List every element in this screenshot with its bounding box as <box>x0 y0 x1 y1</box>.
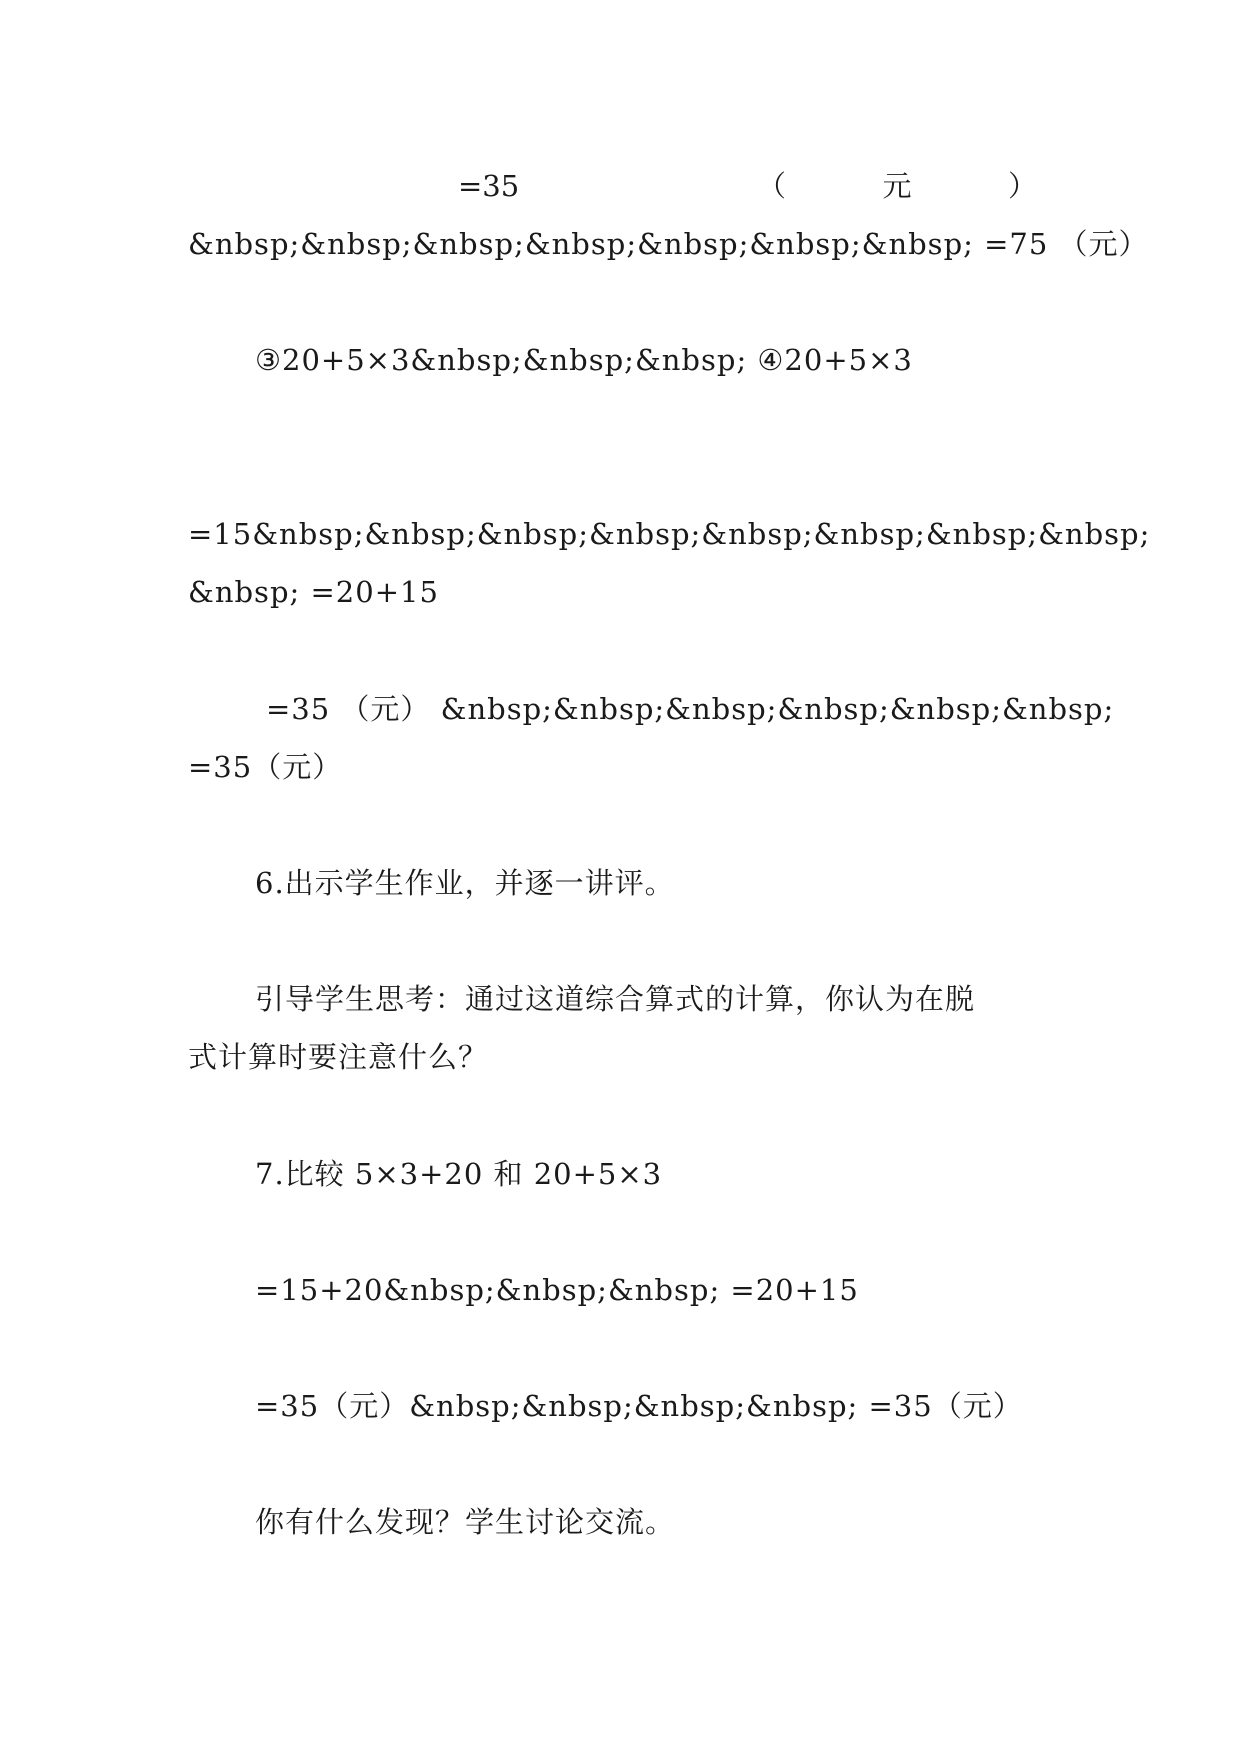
text-line-guide-question-1: 引导学生思考：通过这道综合算式的计算，你认为在脱 <box>255 982 976 1016</box>
text-line-step-7: 7.比较 5×3+20 和 20+5×3 <box>255 1157 663 1191</box>
unit-yuan: 元 <box>882 169 912 203</box>
text-line-compare-step-2: =35（元）&nbsp;&nbsp;&nbsp;&nbsp; =35（元） <box>255 1389 1023 1423</box>
text-line-expressions-3-4: ③20+5×3&nbsp;&nbsp;&nbsp; ④20+5×3 <box>255 343 913 377</box>
text-line-compare-step-1: =15+20&nbsp;&nbsp;&nbsp; =20+15 <box>255 1273 859 1307</box>
text-line-step-6: 6.出示学生作业，并逐一讲评。 <box>255 866 675 900</box>
text-line-result-35-a: =35 （元） &nbsp;&nbsp;&nbsp;&nbsp;&nbsp;&nbsp; <box>266 692 1115 726</box>
text-line-20-plus-15: &nbsp; =20+15 <box>188 575 439 609</box>
text-line-result-15: =15&nbsp;&nbsp;&nbsp;&nbsp;&nbsp;&nbsp;&nbsp;&nbsp; <box>188 517 1151 551</box>
text-line-guide-question-2: 式计算时要注意什么？ <box>188 1040 489 1074</box>
equation-result-35: =35 <box>458 169 520 203</box>
text-line-result-35-b: =35（元） <box>188 750 343 784</box>
close-paren: ） <box>1007 169 1037 203</box>
text-line-discussion: 你有什么发现？学生讨论交流。 <box>255 1505 676 1539</box>
unit-parenthetical <box>757 166 1037 206</box>
text-line-result-75: &nbsp;&nbsp;&nbsp;&nbsp;&nbsp;&nbsp;&nbsp; =75 （元） <box>188 227 1149 261</box>
open-paren: （ <box>757 169 787 203</box>
